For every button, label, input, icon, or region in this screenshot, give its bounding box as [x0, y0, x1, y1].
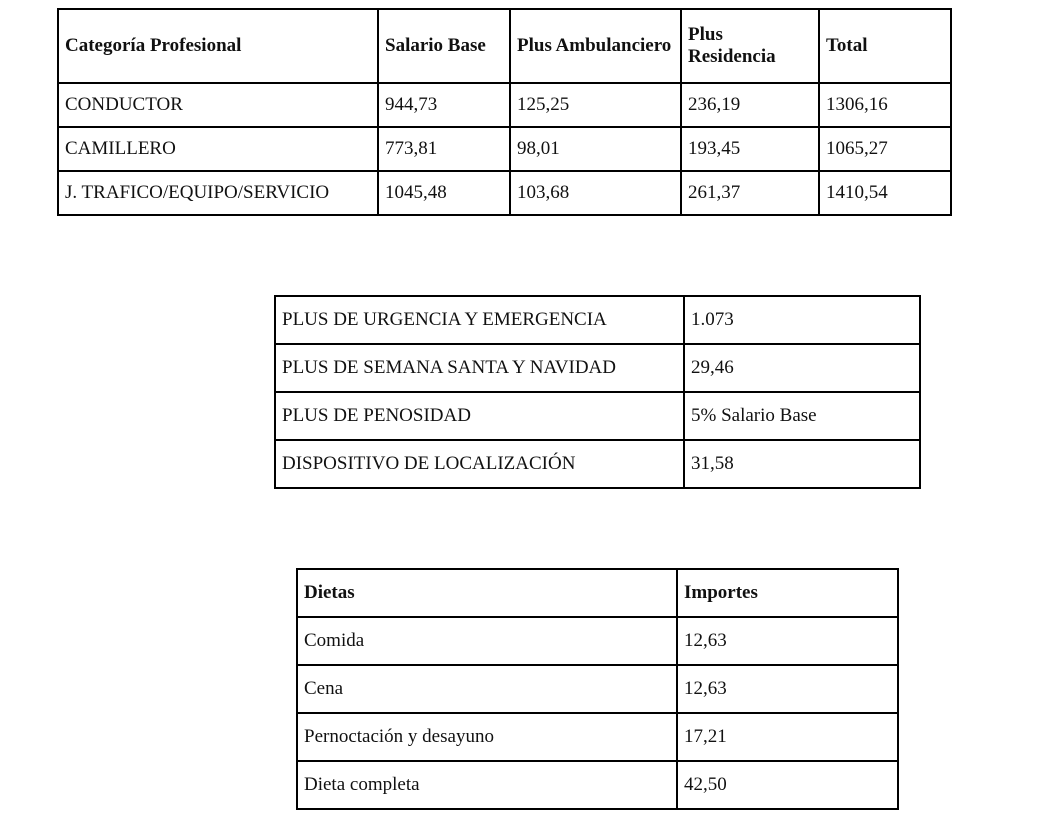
- table-cell: 12,63: [677, 617, 898, 665]
- table-row: [297, 617, 898, 665]
- header-categoria-profesional: Categoría Profesional: [58, 9, 378, 83]
- header-plus-residencia: Plus Residencia: [681, 9, 819, 83]
- header-total: Total: [819, 9, 951, 83]
- table-cell: 29,46: [684, 344, 920, 392]
- table-row: [275, 440, 920, 488]
- table-cell: 42,50: [677, 761, 898, 809]
- salary-table-header-row: [58, 9, 951, 83]
- table-row: [275, 296, 920, 344]
- table-cell: 773,81: [378, 127, 510, 171]
- header-dietas: Dietas: [297, 569, 677, 617]
- table-cell: DISPOSITIVO DE LOCALIZACIÓN: [275, 440, 684, 488]
- table-cell: 261,37: [681, 171, 819, 215]
- table-cell: PLUS DE PENOSIDAD: [275, 392, 684, 440]
- table-row: [58, 83, 951, 127]
- table-cell: PLUS DE SEMANA SANTA Y NAVIDAD: [275, 344, 684, 392]
- header-plus-ambulanciero: Plus Ambulanciero: [510, 9, 681, 83]
- dietas-table-header-row: [297, 569, 898, 617]
- table-cell: 193,45: [681, 127, 819, 171]
- table-cell: CAMILLERO: [58, 127, 378, 171]
- table-cell: PLUS DE URGENCIA Y EMERGENCIA: [275, 296, 684, 344]
- table-row: [297, 761, 898, 809]
- header-importes: Importes: [677, 569, 898, 617]
- table-cell: CONDUCTOR: [58, 83, 378, 127]
- table-cell: 944,73: [378, 83, 510, 127]
- table-cell: 103,68: [510, 171, 681, 215]
- plus-table: [274, 295, 921, 489]
- salary-table: [57, 8, 952, 216]
- table-cell: 1065,27: [819, 127, 951, 171]
- table-row: [275, 344, 920, 392]
- table-cell: 1410,54: [819, 171, 951, 215]
- table-row: [58, 171, 951, 215]
- table-cell: 1.073: [684, 296, 920, 344]
- table-row: [275, 392, 920, 440]
- table-row: [297, 713, 898, 761]
- table-cell: Pernoctación y desayuno: [297, 713, 677, 761]
- table-cell: 98,01: [510, 127, 681, 171]
- table-row: [297, 665, 898, 713]
- table-cell: 5% Salario Base: [684, 392, 920, 440]
- table-cell: Cena: [297, 665, 677, 713]
- table-cell: 31,58: [684, 440, 920, 488]
- table-cell: 17,21: [677, 713, 898, 761]
- table-cell: 12,63: [677, 665, 898, 713]
- table-cell: Comida: [297, 617, 677, 665]
- table-row: [58, 127, 951, 171]
- table-cell: J. TRAFICO/EQUIPO/SERVICIO: [58, 171, 378, 215]
- table-cell: 1306,16: [819, 83, 951, 127]
- header-salario-base: Salario Base: [378, 9, 510, 83]
- table-cell: 1045,48: [378, 171, 510, 215]
- table-cell: 125,25: [510, 83, 681, 127]
- table-cell: 236,19: [681, 83, 819, 127]
- dietas-table: [296, 568, 899, 810]
- table-cell: Dieta completa: [297, 761, 677, 809]
